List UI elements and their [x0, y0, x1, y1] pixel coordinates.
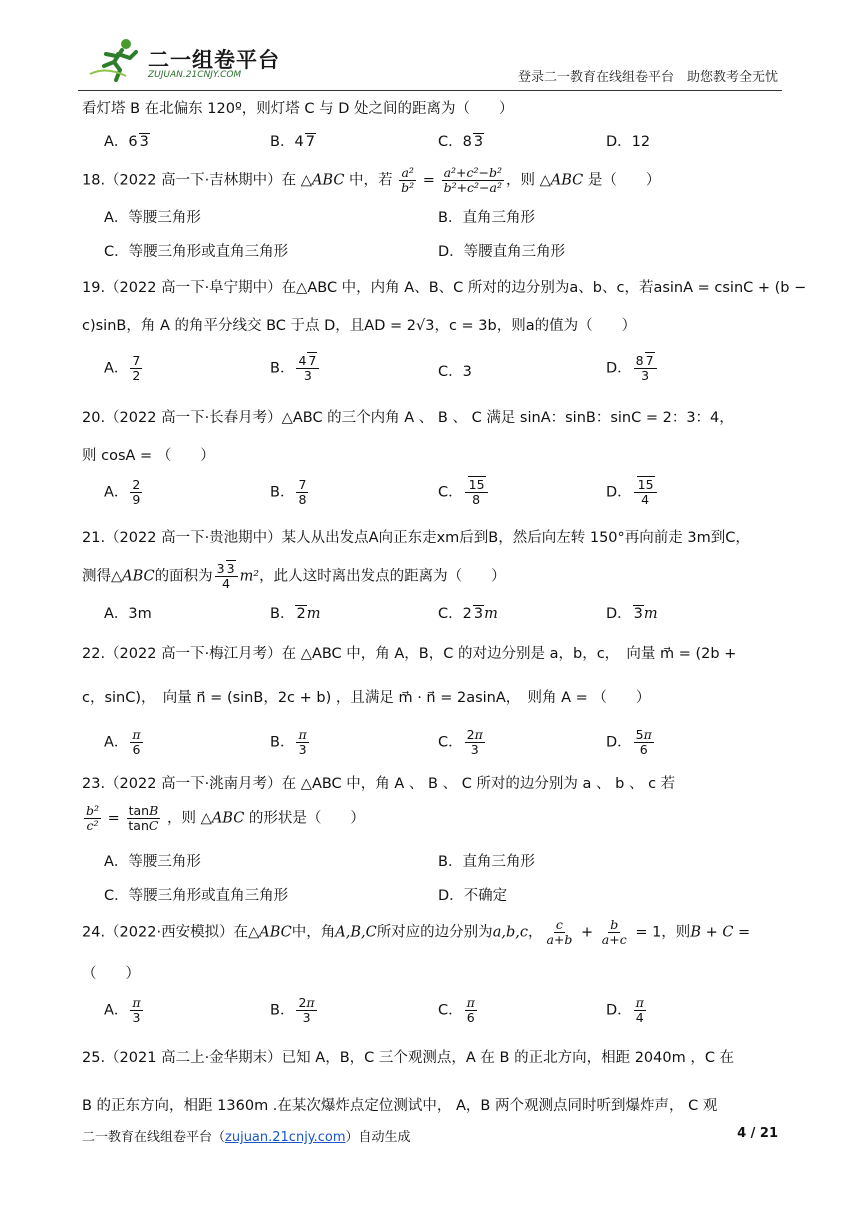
- header-slogan: 登录二一教育在线组卷平台 助您教考全无忧: [517, 70, 778, 85]
- q25-stem-line2: B 的正东方向，相距 1360m .在某次爆炸点定位测试中， A，B 两个观测点同时听到爆炸声， C 观: [82, 1098, 718, 1114]
- q21-option-d[interactable]: D． 3m: [606, 606, 658, 622]
- q24-option-a[interactable]: A． $\frac{\pi}{3}$: [104, 995, 141, 1025]
- q21-option-a[interactable]: A．3m: [104, 606, 152, 622]
- q21-stem-line2: 测得△ABC的面积为 $\frac{3 3}{4}$ m²，此人这时离出发点的距离为（ ）: [82, 561, 506, 591]
- q21-option-c[interactable]: C．2 3m: [438, 606, 498, 622]
- q22-option-c[interactable]: C． $\frac{2\pi}{3}$: [438, 727, 483, 757]
- page-header: [78, 30, 782, 91]
- q17-option-d[interactable]: D．12: [606, 134, 651, 150]
- q25-stem-line1: 25.（2021 高二上·金华期末）已知 A，B，C 三个观测点，A 在 B 的正北方向，相距 2040m ，C 在: [82, 1050, 735, 1066]
- q19-option-b[interactable]: B． $\frac{4 7}{3}$: [270, 354, 321, 383]
- logo-url: ZUJUAN.21CNJY.COM: [148, 70, 242, 80]
- q24-stem-line1: 24.（2022·西安模拟）在△ABC中，角A,B,C所对应的边分别为a,b,c， $\frac{c}{a+b}$ + $\frac{b}{a+c}$ = 1，则B + C =: [82, 917, 751, 947]
- footer-text-suffix: ）自动生成: [345, 1130, 411, 1145]
- q19-option-c[interactable]: C．3: [438, 364, 472, 380]
- q22-stem-line1: 22.（2022 高一下·梅江月考）在 △ABC 中，角 A，B，C 的对边分别是 a，b，c， 向量 m⃗ = (2b +: [82, 646, 737, 662]
- q20-option-d[interactable]: D． $\frac{15}{4}$: [606, 478, 659, 507]
- q22-option-d[interactable]: D． $\frac{5\pi}{6}$: [606, 727, 652, 757]
- q19-stem-line1: 19.（2022 高一下·阜宁期中）在△ABC 中，内角 A、B、C 所对的边分别为a、b、c，若asinA = csinC + (b −: [82, 280, 807, 296]
- q17-stem-tail: 看灯塔 B 在北偏东 120º，则灯塔 C 与 D 处之间的距离为（ ）: [82, 101, 514, 117]
- q18-option-a[interactable]: A．等腰三角形: [104, 210, 201, 226]
- runner-logo-icon: [86, 36, 146, 82]
- q23-option-b[interactable]: B．直角三角形: [438, 854, 535, 870]
- q23-stem-line1: 23.（2022 高一下·洮南月考）在 △ABC 中，角 A 、 B 、 C 所对的边分别为 a 、 b 、 c 若: [82, 776, 676, 792]
- q23-option-d[interactable]: D．不确定: [438, 888, 508, 904]
- q18-stem: 18.（2022 高一下·吉林期中）在 △ABC 中，若 $\frac{\text{a²}}{\text{b²}}$ = $\frac{\text{a²+c²−b²}}{\text{b²+c²−a²}}$ ，则 △ABC 是（ ）: [82, 165, 661, 195]
- q20-option-c[interactable]: C． $\frac{15}{8}$: [438, 478, 490, 507]
- page-footer: [82, 1126, 778, 1145]
- q24-option-b[interactable]: B． $\frac{2\pi}{3}$: [270, 995, 315, 1025]
- q20-stem-line2: 则 cosA = （ ）: [82, 448, 215, 464]
- q19-option-a[interactable]: A． $\frac{7}{2}$: [104, 353, 141, 383]
- page-number: 4 / 21: [737, 1126, 778, 1141]
- q21-option-b[interactable]: B． 2m: [270, 606, 321, 622]
- q22-option-a[interactable]: A． $\frac{\pi}{6}$: [104, 727, 141, 757]
- q23-option-a[interactable]: A．等腰三角形: [104, 854, 201, 870]
- q24-stem-line2: （ ）: [82, 966, 140, 982]
- q20-option-a[interactable]: A． $\frac{2}{9}$: [104, 477, 141, 507]
- logo-name: 二一组卷平台: [148, 48, 280, 72]
- q18-option-d[interactable]: D．等腰直角三角形: [438, 244, 566, 260]
- q22-option-b[interactable]: B． $\frac{\pi}{3}$: [270, 727, 307, 757]
- q18-option-b[interactable]: B．直角三角形: [438, 210, 535, 226]
- q22-stem-line2: c，sinC)， 向量 n⃗ = (sinB，2c + b) ，且满足 m⃗ · n⃗ = 2asinA， 则角 A = （ ）: [82, 690, 651, 706]
- site-logo[interactable]: [86, 36, 286, 82]
- q20-stem-line1: 20.（2022 高一下·长春月考）△ABC 的三个内角 A 、 B 、 C 满足 sinA：sinB：sinC = 2：3：4，: [82, 410, 734, 426]
- footer-link[interactable]: zujuan.21cnjy.com: [225, 1130, 346, 1145]
- q20-option-b[interactable]: B． $\frac{7}{8}$: [270, 477, 307, 507]
- q23-option-c[interactable]: C．等腰三角形或直角三角形: [104, 888, 289, 904]
- q17-option-a[interactable]: A．6 3: [104, 134, 149, 150]
- q19-stem-line2: c)sinB，角 A 的角平分线交 BC 于点 D，且AD = 2√3，c = 3b，则a的值为（ ）: [82, 318, 637, 334]
- q24-option-c[interactable]: C． $\frac{\pi}{6}$: [438, 995, 475, 1025]
- q17-option-b[interactable]: B．4 7: [270, 134, 315, 150]
- q17-option-c[interactable]: C．8 3: [438, 134, 484, 150]
- q18-option-c[interactable]: C．等腰三角形或直角三角形: [104, 244, 289, 260]
- q19-option-d[interactable]: D． $\frac{8 7}{3}$: [606, 354, 659, 383]
- q23-stem-line2: $\frac{\text{b²}}{\text{c²}}$ = $\frac{\tan B}{\tan C}$ ，则 △ABC 的形状是（ ）: [86, 803, 365, 833]
- footer-text-prefix: 二一教育在线组卷平台（: [82, 1130, 226, 1145]
- q24-option-d[interactable]: D． $\frac{\pi}{4}$: [606, 995, 644, 1025]
- q21-stem-line1: 21.（2022 高一下·贵池期中）某人从出发点A向正东走xm后到B，然后向左转 150°再向前走 3m到C，: [82, 530, 750, 546]
